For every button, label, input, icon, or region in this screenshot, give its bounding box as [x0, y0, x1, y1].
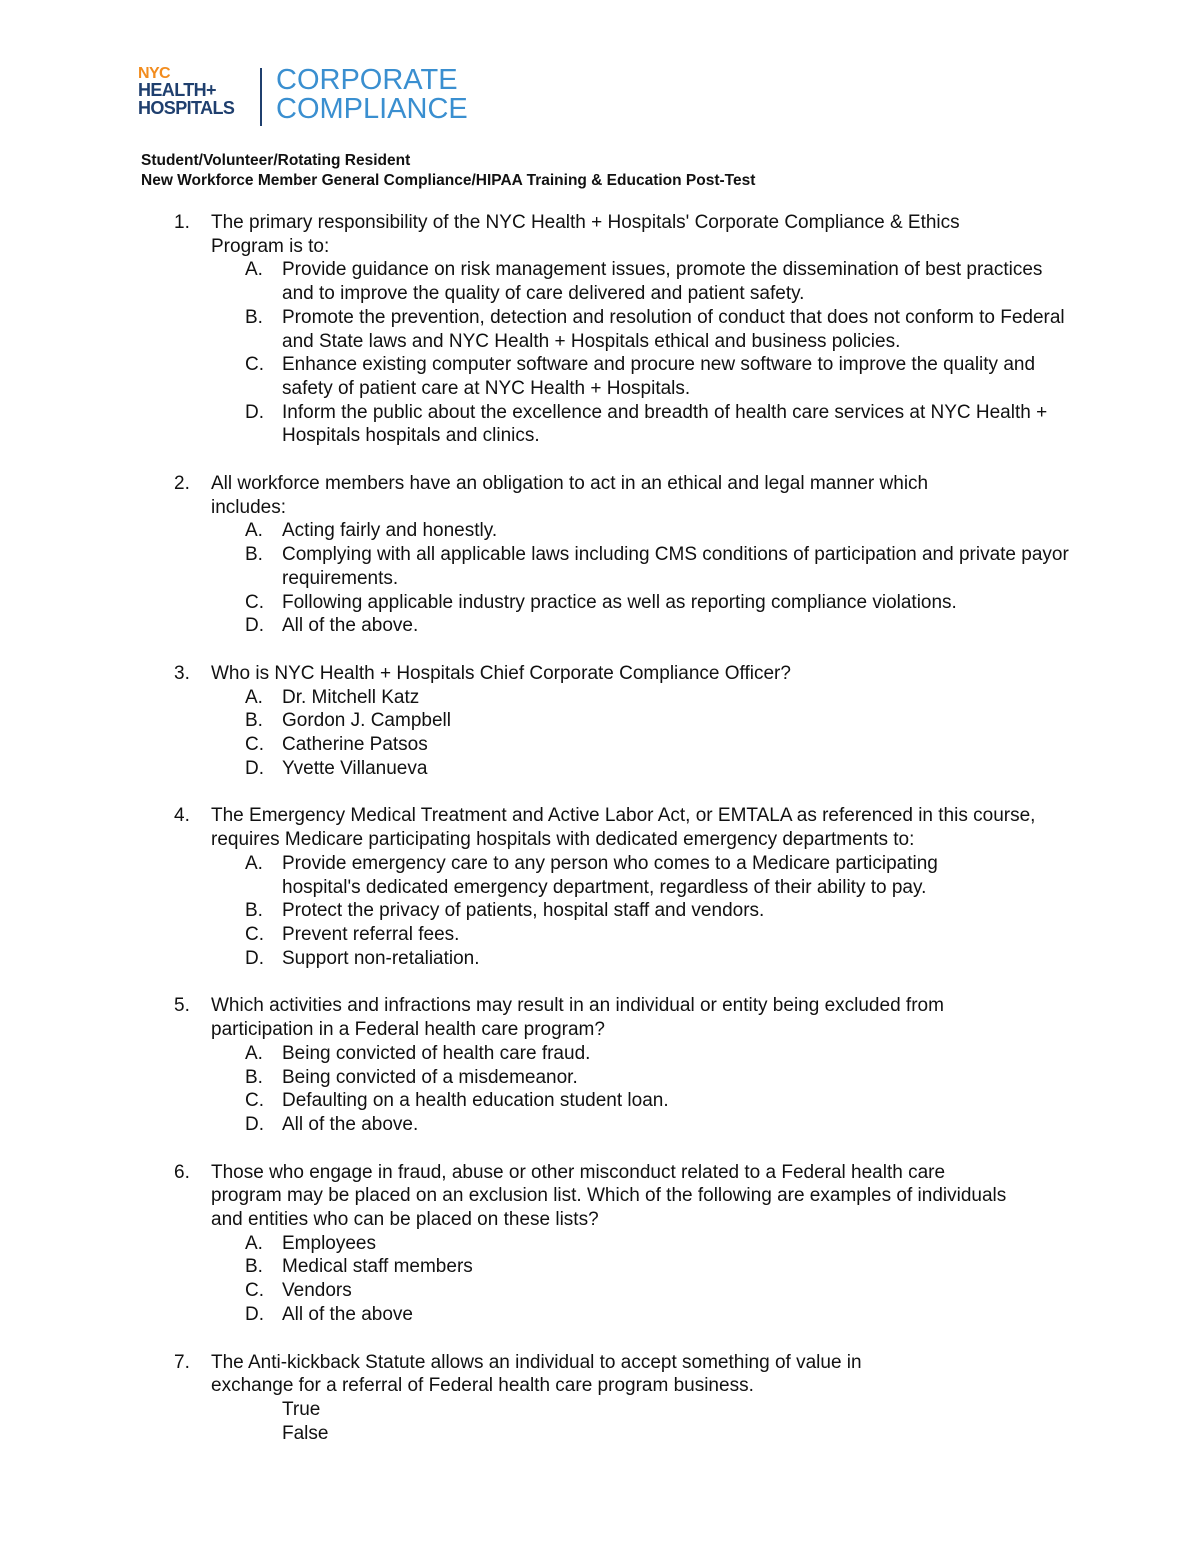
option-text: Provide guidance on risk management issues, promote the dissemination of best practices and to improve the quality of care delivered and patient safety.: [282, 259, 1043, 305]
question-number: 1.: [174, 212, 190, 233]
option-text: Defaulting on a health education student loan.: [282, 1090, 669, 1112]
option-b: [245, 1255, 1074, 1279]
option-text: Protect the privacy of patients, hospital staff and vendors.: [282, 900, 765, 922]
option-letter: D.: [245, 1303, 264, 1325]
option-d: [245, 401, 1074, 448]
choice-true: True: [282, 1398, 321, 1420]
option-a: [245, 258, 1074, 305]
option-letter: B.: [245, 306, 263, 328]
option-text: Vendors: [282, 1280, 352, 1302]
question-number: 7.: [174, 1351, 190, 1373]
option-a: [245, 1042, 1074, 1066]
true-false-choices: [211, 1398, 1074, 1445]
option-d: [245, 757, 1074, 781]
option-c: [245, 1279, 1074, 1303]
option-text: All of the above.: [282, 615, 419, 637]
question-number: 3.: [174, 662, 190, 684]
option-list: [211, 258, 1074, 448]
option-c: [245, 923, 1074, 947]
option-letter: B.: [245, 1066, 263, 1088]
option-text: Dr. Mitchell Katz: [282, 686, 420, 708]
question-text: All workforce members have an obligation to act in an ethical and legal manner which includes:: [211, 473, 929, 518]
option-text: Catherine Patsos: [282, 734, 428, 756]
option-text: All of the above: [282, 1303, 413, 1325]
option-a: [245, 1232, 1074, 1256]
option-text: Inform the public about the excellence and breadth of health care services at NYC Health + Hospitals hospitals and clinics.: [282, 401, 1048, 447]
option-text: Following applicable industry practice as well as reporting compliance violations.: [282, 591, 957, 613]
option-letter: D.: [245, 401, 264, 423]
logo-hospitals: HOSPITALS: [138, 98, 235, 118]
option-text: Gordon J. Campbell: [282, 710, 451, 732]
question-3: [174, 662, 1074, 781]
question-list: [174, 211, 1074, 1469]
question-text: Which activities and infractions may result in an individual or entity being excluded from participation in a Federal health care program?: [211, 995, 944, 1041]
option-list: [211, 1042, 1074, 1137]
option-a: [245, 519, 1074, 543]
option-text: Prevent referral fees.: [282, 923, 460, 945]
option-text: Employees: [282, 1232, 376, 1254]
nyc-health-hospitals-logo: [138, 66, 478, 128]
option-text: Enhance existing computer software and procure new software to improve the quality and safety of patient care at NYC Health + Hospitals.: [282, 354, 1036, 399]
option-text: Being convicted of health care fraud.: [282, 1042, 591, 1064]
question-1: [174, 211, 1074, 448]
logo-nyc: NYC: [138, 65, 170, 82]
option-letter: C.: [245, 354, 264, 376]
logo-corporate-compliance: [276, 66, 468, 124]
document-header: [141, 151, 755, 191]
question-7: [174, 1351, 1074, 1446]
header-title: New Workforce Member General Compliance/HIPAA Training & Education Post-Test: [141, 172, 756, 189]
option-list: [211, 852, 1074, 971]
question-text: The primary responsibility of the NYC Health + Hospitals' Corporate Compliance & Ethics Program is to:: [211, 212, 960, 257]
option-letter: D.: [245, 947, 264, 969]
option-letter: C.: [245, 1280, 264, 1302]
option-letter: A.: [245, 1232, 263, 1254]
question-text: Who is NYC Health + Hospitals Chief Corporate Compliance Officer?: [211, 662, 791, 684]
question-number: 2.: [174, 473, 190, 495]
option-a: [245, 852, 1074, 899]
option-letter: C.: [245, 734, 264, 756]
option-text: Promote the prevention, detection and resolution of conduct that does not conform to Federal and State laws and NYC Health + Hospitals ethical and business policies.: [282, 306, 1065, 352]
option-b: [245, 899, 1074, 923]
option-b: [245, 1066, 1074, 1090]
option-b: [245, 306, 1074, 353]
option-letter: B.: [245, 900, 263, 922]
question-text: The Anti-kickback Statute allows an individual to accept something of value in exchange for a referral of Federal health care program business.: [211, 1351, 862, 1397]
logo-corporate: CORPORATE: [276, 64, 458, 96]
question-6: [174, 1161, 1074, 1327]
option-letter: C.: [245, 591, 264, 613]
option-d: [245, 1113, 1074, 1137]
option-list: [211, 1232, 1074, 1327]
question-2: [174, 472, 1074, 638]
option-letter: C.: [245, 1090, 264, 1112]
option-d: [245, 947, 1074, 971]
option-letter: C.: [245, 923, 264, 945]
option-c: [245, 1089, 1074, 1113]
option-letter: A.: [245, 852, 263, 874]
option-d: [245, 1303, 1074, 1327]
option-letter: B.: [245, 1256, 263, 1278]
option-letter: D.: [245, 757, 264, 779]
logo-divider: [260, 68, 262, 126]
option-d: [245, 614, 1074, 638]
option-list: [211, 519, 1074, 638]
logo-wordmark: [138, 66, 248, 117]
option-text: Support non-retaliation.: [282, 947, 480, 969]
option-c: [245, 591, 1074, 615]
question-number: 6.: [174, 1161, 190, 1183]
option-letter: A.: [245, 259, 263, 281]
option-c: [245, 353, 1074, 400]
option-letter: B.: [245, 544, 263, 566]
logo-health: HEALTH+: [138, 80, 216, 100]
question-number: 5.: [174, 995, 190, 1017]
option-letter: D.: [245, 1113, 264, 1135]
option-b: [245, 543, 1074, 590]
option-text: All of the above.: [282, 1113, 419, 1135]
question-4: [174, 804, 1074, 970]
question-number: 4.: [174, 805, 190, 827]
logo-compliance: COMPLIANCE: [276, 93, 468, 125]
question-text: Those who engage in fraud, abuse or other misconduct related to a Federal health care program may be placed on an exclusion list. Which of the following are examples of individuals and entities who can be placed on these lists?: [211, 1161, 1007, 1231]
option-b: [245, 709, 1074, 733]
option-text: Medical staff members: [282, 1256, 473, 1278]
option-c: [245, 733, 1074, 757]
option-text: Provide emergency care to any person who comes to a Medicare participating hospital's dedicated emergency department, regardless of their ability to pay.: [282, 852, 938, 898]
option-text: Yvette Villanueva: [282, 757, 428, 779]
option-letter: A.: [245, 520, 263, 542]
option-text: Acting fairly and honestly.: [282, 520, 498, 542]
question-5: [174, 994, 1074, 1136]
option-letter: B.: [245, 710, 263, 732]
choice-false: False: [282, 1422, 329, 1444]
option-list: [211, 686, 1074, 781]
option-letter: D.: [245, 615, 264, 637]
option-letter: A.: [245, 686, 263, 708]
option-a: [245, 686, 1074, 710]
header-audience: Student/Volunteer/Rotating Resident: [141, 152, 411, 169]
option-text: Complying with all applicable laws including CMS conditions of participation and private payor requirements.: [282, 544, 1069, 589]
option-letter: A.: [245, 1042, 263, 1064]
option-text: Being convicted of a misdemeanor.: [282, 1066, 578, 1088]
question-text: The Emergency Medical Treatment and Active Labor Act, or EMTALA as referenced in this course, requires Medicare participating hospitals with dedicated emergency departments to:: [211, 805, 1036, 851]
